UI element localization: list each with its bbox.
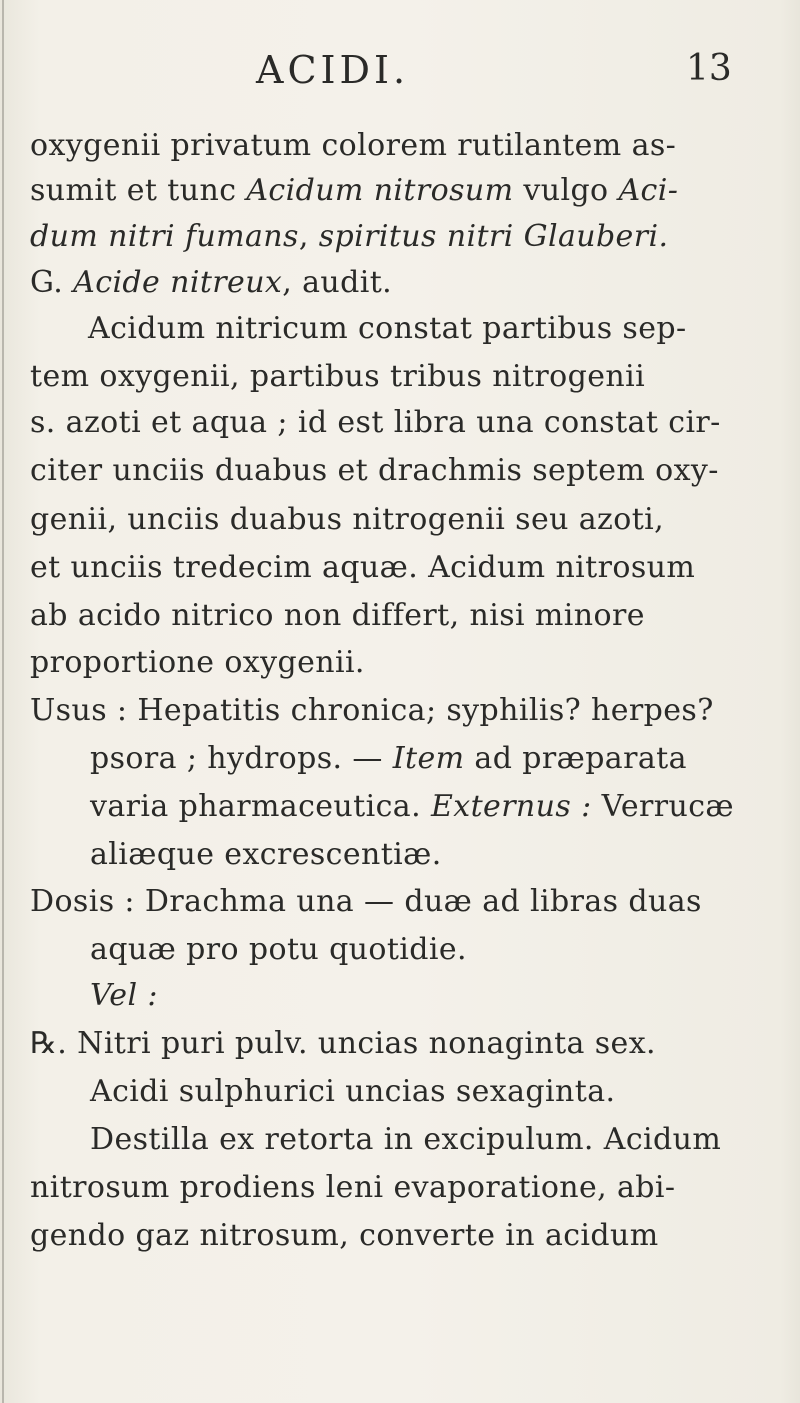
text-line-9: genii, unciis duabus nitrogenii seu azoti,	[30, 502, 665, 537]
text-line-14	[90, 739, 687, 779]
text-span: G.	[30, 265, 64, 300]
text-line-6: tem oxygenii, partibus tribus nitrogenii	[30, 359, 646, 394]
text-span: sumit et tunc	[30, 173, 237, 208]
text-line-20: ℞. Nitri puri pulv. uncias nonaginta sex.	[30, 1026, 656, 1061]
text-span: ad præparata	[474, 741, 687, 776]
text-line-8: citer unciis duabus et drachmis septem oxy-	[30, 453, 719, 488]
text-line-3	[30, 217, 668, 257]
text-line-12: proportione oxygenii.	[30, 645, 365, 680]
text-line-21: Acidi sulphurici uncias sexaginta.	[90, 1074, 616, 1109]
term-acide-nitreux: Acide nitreux	[73, 265, 283, 300]
text-span: vulgo	[523, 173, 609, 208]
text-span: psora ; hydrops. —	[90, 741, 383, 776]
term-spiritus-nitri: spiritus nitri Glauberi.	[318, 219, 669, 254]
text-line-17: Dosis : Drachma una — duæ ad libras duas	[30, 884, 702, 919]
text-span: , audit.	[282, 265, 393, 300]
page-gutter-edge	[2, 0, 4, 1403]
text-line-11: ab acido nitrico non differt, nisi minore	[30, 598, 645, 633]
running-title: ACIDI.	[256, 48, 410, 92]
text-line-15	[90, 787, 734, 827]
text-line-13: Usus : Hepatitis chronica; syphilis? herpes?	[30, 693, 714, 728]
text-line-23: nitrosum prodiens leni evaporatione, abi-	[30, 1170, 676, 1205]
text-span: varia pharmaceutica.	[90, 789, 422, 824]
term-item: Item	[392, 741, 465, 776]
running-head	[0, 48, 800, 98]
term-aci: Aci-	[618, 173, 679, 208]
text-span: ,	[298, 219, 319, 254]
text-line-10: et unciis tredecim aquæ. Acidum nitrosum	[30, 550, 696, 585]
term-dum-nitri-fumans: dum nitri fumans	[30, 219, 299, 254]
text-line-24: gendo gaz nitrosum, converte in acidum	[30, 1218, 659, 1253]
text-line-4	[30, 263, 392, 303]
text-line-7: s. azoti et aqua ; id est libra una constat cir-	[30, 405, 721, 440]
term-acidum-nitrosum: Acidum nitrosum	[246, 173, 514, 208]
term-externus: Externus :	[430, 789, 592, 824]
text-line-1: oxygenii privatum colorem rutilantem as-	[30, 128, 677, 163]
page-number: 13	[686, 48, 732, 89]
text-line-2	[30, 171, 678, 211]
text-line-16: aliæque excrescentiæ.	[90, 837, 442, 872]
text-span: Verrucæ	[601, 789, 735, 824]
text-line-19: Vel :	[90, 978, 158, 1013]
text-line-22: Destilla ex retorta in excipulum. Acidum	[90, 1122, 722, 1157]
text-line-5: Acidum nitricum constat partibus sep-	[88, 311, 687, 346]
text-line-18: aquæ pro potu quotidie.	[90, 932, 467, 967]
